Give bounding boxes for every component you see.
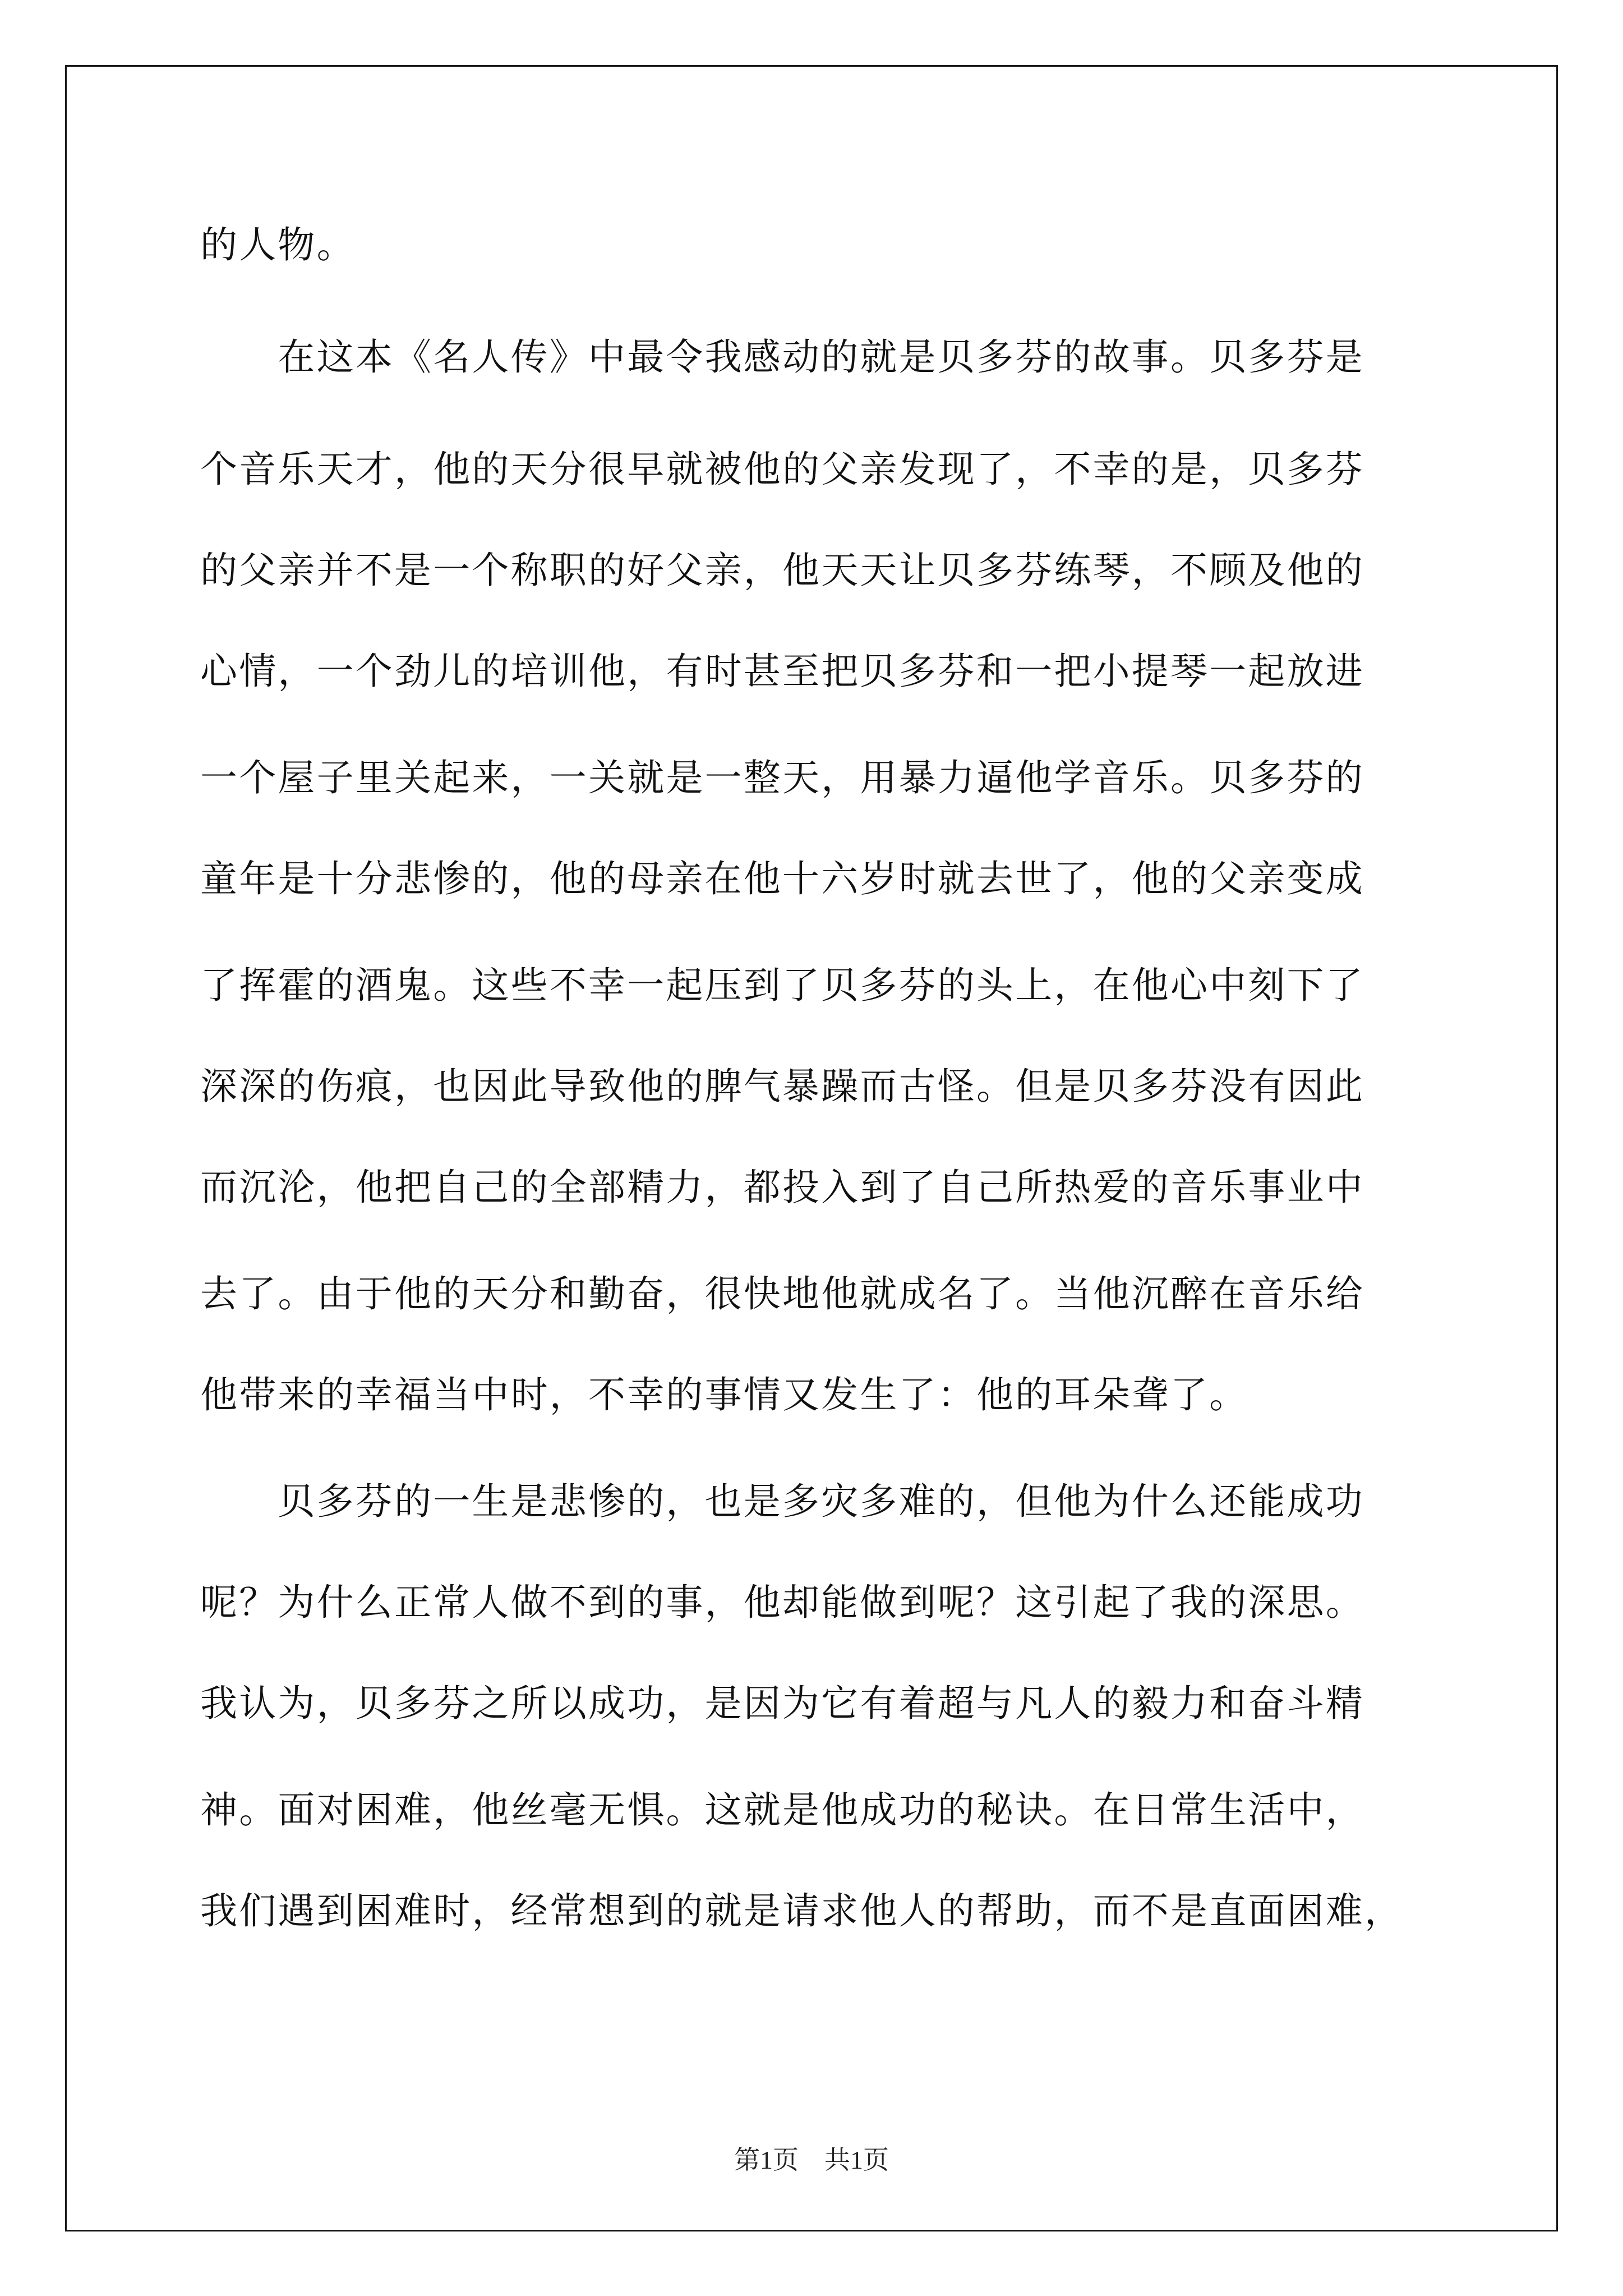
text-line: 他带来的幸福当中时，不幸的事情又发生了：他的耳朵聋了。 <box>200 1373 1248 1416</box>
text-line: 的人物。 <box>200 223 356 266</box>
text-line: 童年是十分悲惨的，他的母亲在他十六岁时就去世了，他的父亲变成 <box>200 857 1364 900</box>
text-line: 的父亲并不是一个称职的好父亲，他天天让贝多芬练琴，不顾及他的 <box>200 549 1364 592</box>
text-line: 而沉沦，他把自己的全部精力，都投入到了自己所热爱的音乐事业中 <box>200 1166 1364 1209</box>
text-line: 深深的伤痕，也因此导致他的脾气暴躁而古怪。但是贝多芬没有因此 <box>200 1065 1364 1108</box>
text-line: 呢？为什么正常人做不到的事，他却能做到呢？这引起了我的深思。 <box>200 1581 1364 1624</box>
page-number: 第1页 共1页 <box>734 2146 889 2174</box>
text-line: 我们遇到困难时，经常想到的就是请求他人的帮助，而不是直面困难， <box>200 1889 1404 1932</box>
text-line: 心情，一个劲儿的培训他，有时甚至把贝多芬和一把小提琴一起放进 <box>200 650 1364 693</box>
text-line: 一个屋子里关起来，一关就是一整天，用暴力逼他学音乐。贝多芬的 <box>200 756 1364 799</box>
text-line: 在这本《名人传》中最令我感动的就是贝多芬的故事。贝多芬是 <box>200 335 1364 379</box>
text-line: 去了。由于他的天分和勤奋，很快地他就成名了。当他沉醉在音乐给 <box>200 1272 1364 1315</box>
text-line: 我认为，贝多芬之所以成功，是因为它有着超与凡人的毅力和奋斗精 <box>200 1682 1364 1725</box>
text-line: 神。面对困难，他丝毫无惧。这就是他成功的秘诀。在日常生活中， <box>200 1788 1364 1832</box>
text-line: 贝多芬的一生是悲惨的，也是多灾多难的，但他为什么还能成功 <box>200 1480 1364 1523</box>
text-line: 个音乐天才，他的天分很早就被他的父亲发现了，不幸的是，贝多芬 <box>200 448 1364 491</box>
text-line: 了挥霍的酒鬼。这些不幸一起压到了贝多芬的头上，在他心中刻下了 <box>200 964 1364 1007</box>
